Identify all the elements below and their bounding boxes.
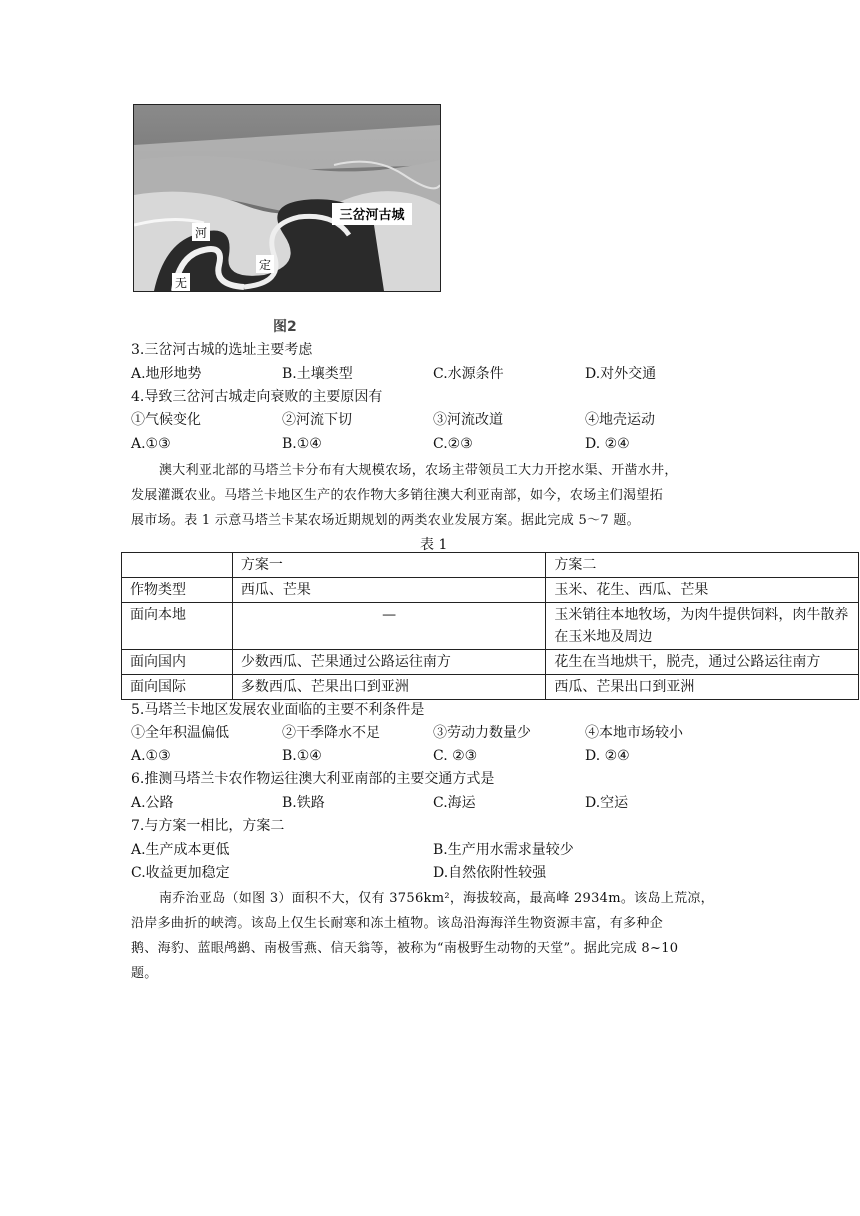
table-row-header xyxy=(122,553,859,578)
passage-1-line-3: 展市场。表 1 示意马塔兰卡某农场近期规划的两类农业发展方案。据此完成 5～7 题。 xyxy=(131,513,640,528)
question-6-stem: 6.推测马塔兰卡农作物运往澳大利亚南部的主要交通方式是 xyxy=(131,771,495,787)
question-5-option-c: C. ②③ xyxy=(433,748,478,764)
question-6-option-b: B.铁路 xyxy=(282,795,325,811)
question-7-option-d: D.自然依附性较强 xyxy=(433,865,547,881)
table-row xyxy=(122,578,859,603)
table-cell: 少数西瓜、芒果通过公路运往南方 xyxy=(232,650,546,675)
passage-1-line-2: 发展灌溉农业。马塔兰卡地区生产的农作物大多销往澳大利亚南部，如今，农场主们渴望拓 xyxy=(131,488,664,503)
passage-2-line-1: 南乔治亚岛（如图 3）面积不大，仅有 3756km²，海拔较高，最高峰 2934m。该岛上荒凉， xyxy=(159,891,714,906)
question-4-option-d: D. ②④ xyxy=(585,436,630,452)
passage-1-line-1: 澳大利亚北部的马塔兰卡分布有大规模农场，农场主带领员工大力开挖水渠、开凿水井， xyxy=(159,463,678,478)
question-7-option-c: C.收益更加稳定 xyxy=(131,865,230,881)
table-cell: 西瓜、芒果 xyxy=(232,578,546,603)
question-5-item-1: ①全年积温偏低 xyxy=(131,725,229,741)
table-cell: — xyxy=(232,603,546,650)
table-cell: 花生在当地烘干，脱壳，通过公路运往南方 xyxy=(546,650,859,675)
question-4-item-4: ④地壳运动 xyxy=(585,412,655,428)
passage-2 xyxy=(131,886,751,986)
table-cell: 面向国内 xyxy=(122,650,233,675)
figure-2-photo xyxy=(133,104,441,292)
question-7-stem: 7.与方案一相比，方案二 xyxy=(131,818,285,834)
table-cell: 玉米销往本地牧场，为肉牛提供饲料，肉牛散养在玉米地及周边 xyxy=(546,603,859,650)
table-cell: 面向国际 xyxy=(122,675,233,700)
passage-2-line-4: 题。 xyxy=(131,966,158,981)
question-3-stem: 3.三岔河古城的选址主要考虑 xyxy=(131,342,313,358)
question-4-stem: 4.导致三岔河古城走向衰败的主要原因有 xyxy=(131,389,383,405)
table-cell: 西瓜、芒果出口到亚洲 xyxy=(546,675,859,700)
passage-2-line-2: 沿岸多曲折的峡湾。该岛上仅生长耐寒和冻土植物。该岛沿海海洋生物资源丰富，有多种企 xyxy=(131,916,664,931)
passage-1 xyxy=(131,458,751,533)
question-4-option-a: A.①③ xyxy=(131,436,171,452)
question-3-option-d: D.对外交通 xyxy=(585,366,657,382)
passage-2-line-3: 鹅、海豹、蓝眼鸬鹚、南极雪燕、信天翁等，被称为“南极野生动物的天堂”。据此完成 8~10 xyxy=(131,941,679,956)
question-4-option-c: C.②③ xyxy=(433,436,473,452)
table-cell: 作物类型 xyxy=(122,578,233,603)
question-4-item-3: ③河流改道 xyxy=(433,412,503,428)
question-7-option-a: A.生产成本更低 xyxy=(131,842,230,858)
question-5-option-b: B.①④ xyxy=(282,748,322,764)
question-4-option-b: B.①④ xyxy=(282,436,322,452)
question-3-option-c: C.水源条件 xyxy=(433,366,504,382)
question-5-item-2: ②干季降水不足 xyxy=(282,725,380,741)
question-6-option-c: C.海运 xyxy=(433,795,476,811)
table-cell xyxy=(122,553,233,578)
table-row xyxy=(122,603,859,650)
question-5-option-d: D. ②④ xyxy=(585,748,630,764)
question-3-option-b: B.土壤类型 xyxy=(282,366,353,382)
table-row xyxy=(122,650,859,675)
question-4-item-1: ①气候变化 xyxy=(131,412,201,428)
question-4-item-2: ②河流下切 xyxy=(282,412,352,428)
table-row xyxy=(122,675,859,700)
city-label: 三岔河古城 xyxy=(339,208,405,223)
question-5-item-3: ③劳动力数量少 xyxy=(433,725,531,741)
river-label-1: 河 xyxy=(194,226,208,240)
question-7-option-b: B.生产用水需求量较少 xyxy=(433,842,574,858)
question-5-stem: 5.马塔兰卡地区发展农业面临的主要不利条件是 xyxy=(131,702,425,718)
table-cell: 方案一 xyxy=(232,553,546,578)
question-6-option-a: A.公路 xyxy=(131,795,174,811)
table-cell: 玉米、花生、西瓜、芒果 xyxy=(546,578,859,603)
aerial-photo-image xyxy=(134,105,440,291)
question-5-item-4: ④本地市场较小 xyxy=(585,725,683,741)
question-5-option-a: A.①③ xyxy=(131,748,171,764)
river-label-2: 定 xyxy=(258,258,272,272)
table-1 xyxy=(121,552,859,700)
table-cell: 方案二 xyxy=(546,553,859,578)
table-cell: 多数西瓜、芒果出口到亚洲 xyxy=(232,675,546,700)
question-6-option-d: D.空运 xyxy=(585,795,629,811)
table-cell: 面向本地 xyxy=(122,603,233,650)
river-label-3: 无 xyxy=(174,276,188,290)
table-1-title: 表 1 xyxy=(420,537,448,553)
figure-caption: 图2 xyxy=(273,319,297,335)
question-3-option-a: A.地形地势 xyxy=(131,366,202,382)
